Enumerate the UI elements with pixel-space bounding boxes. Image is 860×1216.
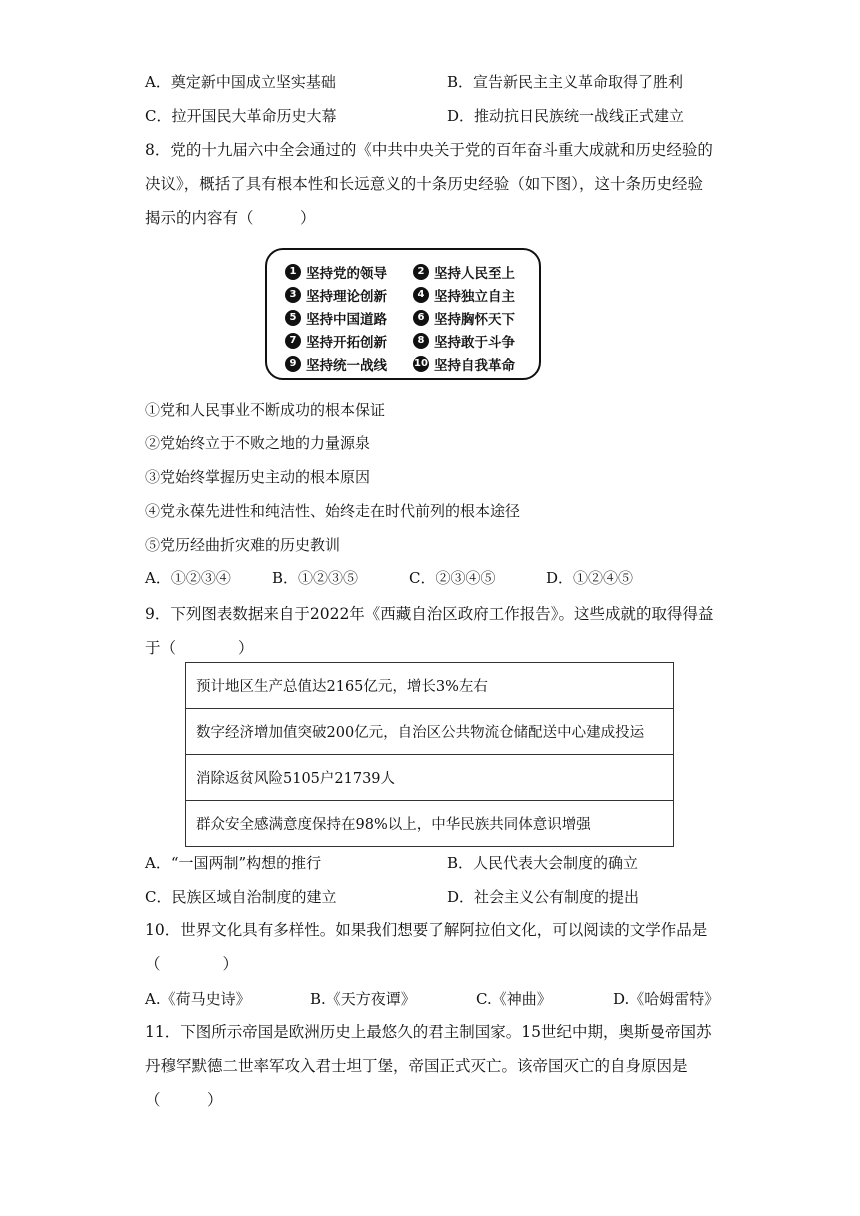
experience-item [413, 262, 515, 282]
q9-question-text: 9．下列图表数据来自于2022年《西藏自治区政府工作报告》。这些成就的取得得益于（ ） [145, 605, 714, 657]
q7-option-d: D．推动抗日民族统一战线正式建立 [447, 107, 685, 125]
q10-option-b: B.《天方夜谭》 [310, 990, 416, 1008]
q7-option-c: C．拉开国民大革命历史大幕 [145, 107, 337, 125]
q8-option-d: D．①②④⑤ [546, 569, 634, 587]
experience-item [413, 308, 515, 328]
table-cell: 数字经济增加值突破200亿元，自治区公共物流仓储配送中心建成投运 [186, 709, 674, 755]
experience-label: 坚持胸怀天下 [434, 312, 515, 328]
experience-item [413, 331, 515, 351]
q8-option-a: A．①②③④ [145, 569, 231, 587]
table-cell: 消除返贫风险5105户21739人 [186, 755, 674, 801]
circled-number-icon: 5 [285, 310, 301, 326]
circled-number-icon: 8 [413, 333, 429, 349]
q9-option-a: A．“一国两制”构想的推行 [145, 854, 322, 872]
circled-number-icon: 2 [413, 264, 429, 280]
q9-data-table [185, 662, 674, 847]
experience-label: 坚持自我革命 [434, 358, 515, 374]
experience-item [285, 308, 387, 328]
q8-statement-2: ②党始终立于不败之地的力量源泉 [145, 434, 371, 452]
q10-option-d: D.《哈姆雷特》 [613, 990, 720, 1008]
q8-statement-5: ⑤党历经曲折灾难的历史教训 [145, 536, 341, 554]
table-cell: 预计地区生产总值达2165亿元，增长3%左右 [186, 663, 674, 709]
q11-question-text: 11．下图所示帝国是欧洲历史上最悠久的君主制国家。15世纪中期，奥斯曼帝国苏丹穆罕默德二世率军攻入君士坦丁堡，帝国正式灭亡。该帝国灭亡的自身原因是（ ） [145, 1023, 712, 1109]
experience-label: 坚持开拓创新 [306, 335, 387, 351]
experience-label: 坚持中国道路 [306, 312, 387, 328]
ten-experiences-figure [265, 248, 541, 380]
circled-number-icon: 6 [413, 310, 429, 326]
q8-statement-4: ④党永葆先进性和纯洁性、始终走在时代前列的根本途径 [145, 502, 521, 520]
circled-number-icon: 1 [285, 264, 301, 280]
q8-option-b: B．①②③⑤ [272, 569, 359, 587]
experience-label: 坚持理论创新 [306, 289, 387, 305]
q9-option-b: B．人民代表大会制度的确立 [447, 854, 639, 872]
q10-option-c: C.《神曲》 [476, 990, 552, 1008]
experience-item [413, 354, 515, 374]
experience-label: 坚持统一战线 [306, 358, 387, 374]
circled-number-icon: 4 [413, 287, 429, 303]
q8-statement-3: ③党始终掌握历史主动的根本原因 [145, 468, 371, 486]
circled-number-icon: 9 [285, 356, 301, 372]
q10-option-a: A.《荷马史诗》 [145, 990, 251, 1008]
q8-option-c: C．②③④⑤ [409, 569, 496, 587]
table-row [186, 755, 674, 801]
experience-item [413, 285, 515, 305]
q10-question-text: 10．世界文化具有多样性。如果我们想要了解阿拉伯文化，可以阅读的文学作品是（ ） [145, 921, 708, 973]
experience-label: 坚持独立自主 [434, 289, 515, 305]
table-row [186, 801, 674, 847]
circled-number-icon: 7 [285, 333, 301, 349]
q8-statement-1: ①党和人民事业不断成功的根本保证 [145, 401, 386, 419]
q9-option-d: D．社会主义公有制度的提出 [447, 888, 640, 906]
experience-item [285, 331, 387, 351]
q7-option-b: B．宣告新民主主义革命取得了胜利 [447, 73, 684, 91]
table-cell: 群众安全感满意度保持在98%以上，中华民族共同体意识增强 [186, 801, 674, 847]
q8-question-text: 8．党的十九届六中全会通过的《中共中央关于党的百年奋斗重大成就和历史经验的决议》，概括了具有根本性和长远意义的十条历史经验（如下图），这十条历史经验揭示的内容有（ ） [145, 141, 713, 227]
experience-label: 坚持人民至上 [434, 266, 515, 282]
q9-option-c: C．民族区域自治制度的建立 [145, 888, 337, 906]
experience-item [285, 262, 387, 282]
experience-label: 坚持敢于斗争 [434, 335, 515, 351]
experience-label: 坚持党的领导 [306, 266, 387, 282]
circled-number-icon: 10 [413, 356, 429, 372]
experience-item [285, 354, 387, 374]
q7-option-a: A．奠定新中国成立坚实基础 [145, 73, 336, 91]
table-row [186, 709, 674, 755]
circled-number-icon: 3 [285, 287, 301, 303]
experience-item [285, 285, 387, 305]
table-row [186, 663, 674, 709]
